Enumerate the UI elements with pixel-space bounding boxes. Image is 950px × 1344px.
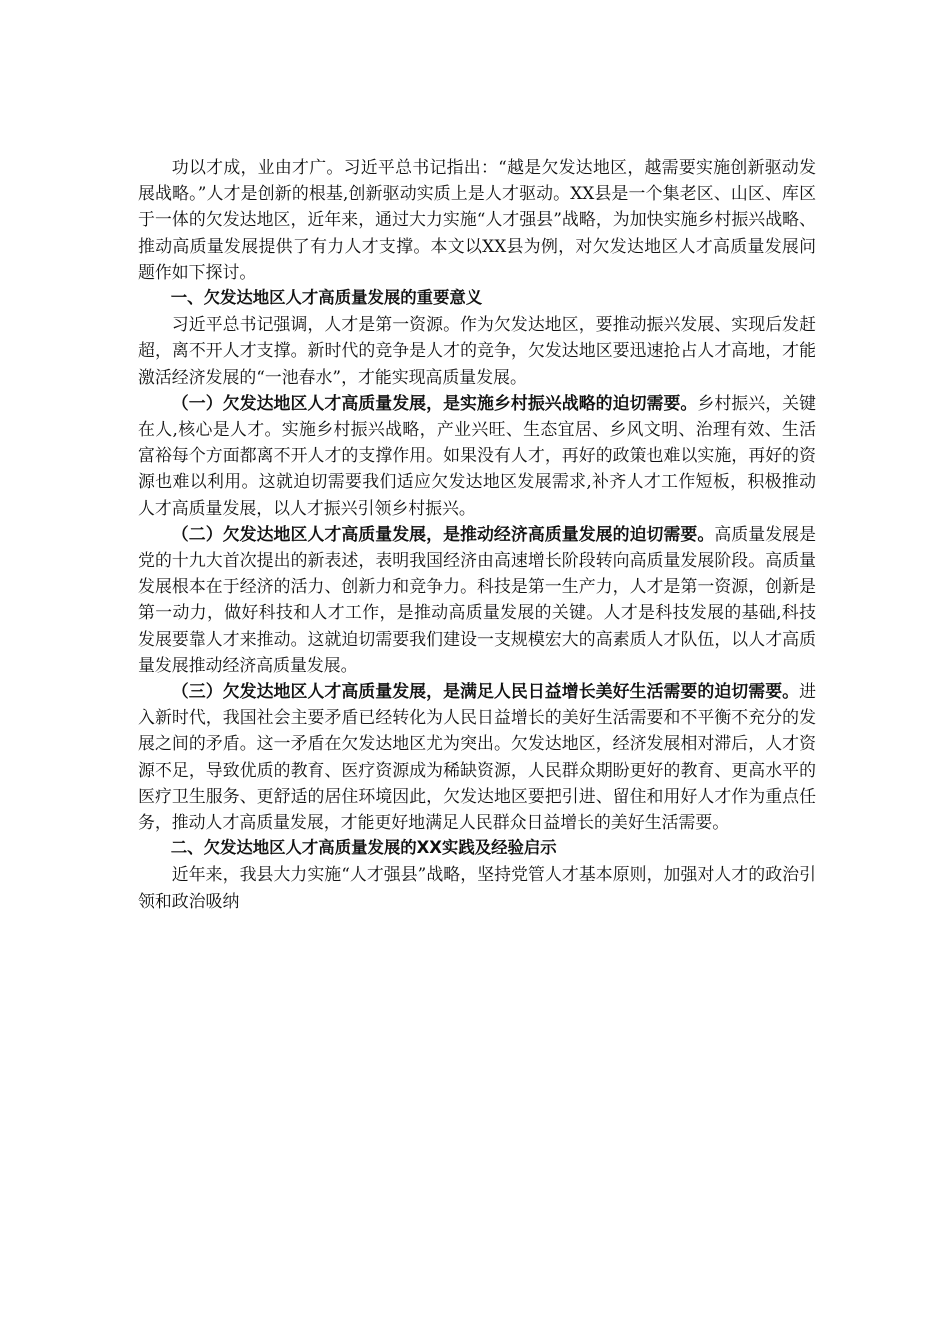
point-2-paragraph [138, 521, 816, 678]
point-2-body: 高质量发展是党的十九大首次提出的新表述，表明我国经济由高速增长阶段转向高质量发展阶段。高质量发展根本在于经济的活力、创新力和竞争力。科技是第一生产力，人才是第一资源，创新是第一动力，做好科技和人才工作，是推动高质量发展的关键。人才是科技发展的基础,科技发展要靠人才来推动。这就迫切需要我们建设一支规模宏大的高素质人才队伍，以人才高质量发展推动经济高质量发展。 [138, 523, 817, 675]
intro-paragraph: 功以才成，业由才广。习近平总书记指出：“越是欠发达地区，越需要实施创新驱动发展战略。”人才是创新的根基,创新驱动实质上是人才驱动。XX县是一个集老区、山区、库区于一体的欠发达地区，近年来，通过大力实施“人才强县”战略，为加快实施乡村振兴战略、推动高质量发展提供了有力人才支撑。本文以XX县为例，对欠发达地区人才高质量发展问题作如下探讨。 [138, 157, 816, 282]
section-2-intro-paragraph: 近年来，我县大力实施“人才强县”战略，坚持党管人才基本原则，加强对人才的政治引领和政治吸纳 [138, 864, 816, 911]
point-3-paragraph [138, 678, 816, 835]
point-3-lead: （三）欠发达地区人才高质量发展，是满足人民日益增长美好生活需要的迫切需要。 [171, 681, 800, 702]
section-1-heading: 一、欠发达地区人才高质量发展的重要意义 [170, 288, 483, 308]
section-2-heading: 二、欠发达地区人才高质量发展的XX实践及经验启示 [170, 838, 557, 858]
point-1-lead: （一）欠发达地区人才高质量发展，是实施乡村振兴战略的迫切需要。 [171, 392, 698, 413]
point-1-paragraph [138, 390, 816, 521]
section-1-intro-paragraph: 习近平总书记强调，人才是第一资源。作为欠发达地区，要推动振兴发展、实现后发赶超，离不开人才支撑。新时代的竞争是人才的竞争，欠发达地区要迅速抢占人才高地，才能激活经济发展的“一池春水”，才能实现高质量发展。 [138, 314, 816, 387]
point-3-body: 进入新时代，我国社会主要矛盾已经转化为人民日益增长的美好生活需要和不平衡不充分的发展之间的矛盾。这一矛盾在欠发达地区尤为突出。欠发达地区，经济发展相对滞后，人才资源不足，导致优质的教育、医疗资源成为稀缺资源，人民群众期盼更好的教育、更高水平的医疗卫生服务、更舒适的居住环境因此，欠发达地区要把引进、留住和用好人才作为重点任务，推动人才高质量发展，才能更好地满足人民群众日益增长的美好生活需要。 [138, 681, 816, 833]
point-1-body: 乡村振兴，关键在人,核心是人才。实施乡村振兴战略，产业兴旺、生态宜居、乡风文明、治理有效、生活富裕每个方面都离不开人才的支撑作用。如果没有人才，再好的政策也难以实施，再好的资源也难以利用。这就迫切需要我们适应欠发达地区发展需求,补齐人才工作短板，积极推动人才高质量发展，以人才振兴引领乡村振兴。 [138, 392, 817, 518]
point-2-lead: （二）欠发达地区人才高质量发展，是推动经济高质量发展的迫切需要。 [171, 523, 715, 544]
document-body [138, 154, 816, 914]
